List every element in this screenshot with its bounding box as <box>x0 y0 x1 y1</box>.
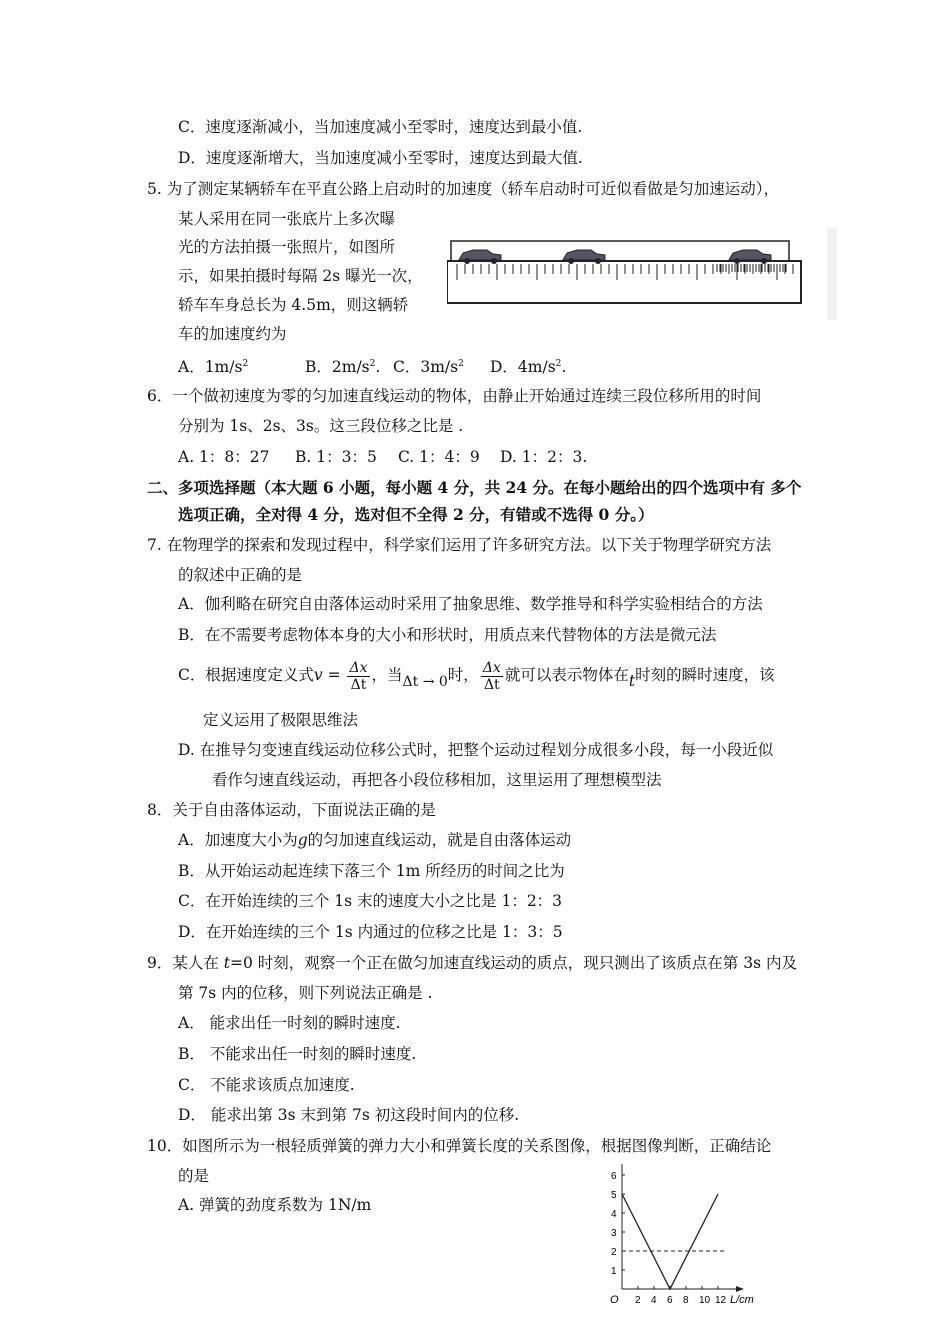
q6-option-c: C. 1：4：9 <box>398 448 480 466</box>
section-2-heading: 二、多项选择题（本大题 6 小题，每小题 4 分，共 24 分。在每小题给出的四个选项中有 多个 <box>147 478 802 497</box>
y-tick-label: 2 <box>611 1247 617 1258</box>
q6-option-d: D. 1：2：3. <box>500 448 588 466</box>
y-tick-label: 5 <box>611 1190 617 1201</box>
q10-stem-line1: 10．如图所示为一根轻质弹簧的弹力大小和弹簧长度的关系图像，根据图像判断，正确结论 <box>147 1137 772 1155</box>
x-axis-label: L/cm <box>730 1294 754 1306</box>
q5-option-a: A．$1m/s^2$ <box>178 358 249 377</box>
q9-option-c: C． 不能求该质点加速度. <box>178 1076 355 1094</box>
q8-option-c: C．在开始连续的三个 1s 末的速度大小之比是 1：2：3 <box>178 892 563 910</box>
q6-option-b: B. 1：3：5 <box>295 448 377 466</box>
q9-option-b: B． 不能求出任一时刻的瞬时速度. <box>178 1045 417 1063</box>
q7-option-d-line2: 看作匀速直线运动，再把各小段位移相加，这里运用了理想模型法 <box>212 771 662 789</box>
q7-stem-line2: 的叙述中正确的是 <box>178 566 303 584</box>
q7-option-a: A．伽利略在研究自由落体运动时采用了抽象思维、数学推导和科学实验相结合的方法 <box>178 595 763 613</box>
q6-stem-line2: 分别为 1s、2s、3s。这三段位移之比是 . <box>178 417 464 435</box>
q6-option-a: A. 1：8：27 <box>178 448 270 466</box>
q9-stem-line1: 9．某人在 t=0 时刻，观察一个正在做匀加速直线运动的质点，现只测出了该质点在第 3s 内及 <box>147 954 797 972</box>
q10-option-a: A. 弹簧的劲度系数为 1N/m <box>178 1196 372 1214</box>
q7-stem-line1: 7. 在物理学的探索和发现过程中，科学家们运用了许多研究方法。以下关于物理学研究方法 <box>147 536 772 554</box>
y-tick-label: 3 <box>611 1228 617 1239</box>
x-tick-label: 12 <box>715 1295 727 1306</box>
q9-option-a: A． 能求出任一时刻的瞬时速度. <box>178 1014 401 1032</box>
q9-stem-line2: 第 7s 内的位移，则下列说法正确是 . <box>178 984 433 1002</box>
q7-option-b: B．在不需要考虑物体本身的大小和形状时，用质点来代替物体的方法是微元法 <box>178 626 717 644</box>
q5-stem-line3: 光的方法拍摄一张照片，如图所 <box>178 238 396 256</box>
x-tick-label: 10 <box>699 1295 711 1306</box>
q4-option-d: D．速度逐渐增大，当加速度减小至零时，速度达到最大值. <box>178 149 583 167</box>
q5-option-d: D．$4m/s^2$. <box>490 358 567 377</box>
q5-stem-line1: 5. 为了测定某辆轿车在平直公路上启动时的加速度（轿车启动时可近似看做是匀加速运动）， <box>147 180 779 198</box>
section-2-instructions: 选项正确，全对得 4 分，选对但不全得 2 分，有错或不选得 0 分。） <box>178 505 654 524</box>
q4-option-c: C．速度逐渐减小，当加速度减小至零时，速度达到最小值. <box>178 118 583 136</box>
q8-option-b: B．从开始运动起连续下落三个 1m 所经历的时间之比为 <box>178 862 565 880</box>
x-tick-label: 8 <box>683 1295 689 1306</box>
q5-stem-line5: 轿车车身总长为 4.5m，则这辆轿 <box>178 296 409 314</box>
q5-stem-line6: 车的加速度约为 <box>178 325 287 343</box>
spring-force-length-chart <box>582 1164 782 1344</box>
q9-option-d: D． 能求出第 3s 末到第 7s 初这段时间内的位移. <box>178 1106 520 1124</box>
y-tick-label: 6 <box>611 1171 617 1182</box>
q5-option-c: C．$3m/s^2$ <box>393 358 464 377</box>
y-tick-label: 4 <box>611 1209 617 1220</box>
q7-option-c: C．根据速度定义式v = $\frac{\Delta x}{\Delta t}$ ，当Δt → 0时， $\frac{\Delta x}{\Delta t}$ 就可以表示物体在t时刻的瞬时速度，该 <box>178 659 775 693</box>
velocity-fraction-2: $\frac{\Delta x}{\Delta t}$ <box>482 659 501 693</box>
q8-option-a: A．加速度大小为g的匀加速直线运动，就是自由落体运动 <box>178 831 572 849</box>
q6-stem-line1: 6．一个做初速度为零的匀加速直线运动的物体，由静止开始通过连续三段位移所用的时间 <box>147 387 762 405</box>
q8-stem: 8．关于自由落体运动，下面说法正确的是 <box>147 801 436 819</box>
q8-option-d: D．在开始连续的三个 1s 内通过的位移之比是 1：3：5 <box>178 923 563 941</box>
velocity-fraction-1: $\frac{\Delta x}{\Delta t}$ <box>349 659 368 693</box>
x-tick-label: 2 <box>635 1295 641 1306</box>
q7-option-d-line1: D. 在推导匀变速直线运动位移公式时，把整个运动过程划分成很多小段，每一小段近似 <box>178 741 774 759</box>
spring-force-line <box>622 1194 718 1289</box>
x-tick-label: 6 <box>667 1295 673 1306</box>
q5-option-b: B．$2m/s^2$. <box>305 358 381 377</box>
y-tick-label: 1 <box>611 1266 617 1277</box>
q5-stem-line4: 示，如果拍摄时每隔 2s 曝光一次， <box>178 267 423 285</box>
car-exposure-figure <box>447 228 837 320</box>
x-tick-label: 4 <box>651 1295 657 1306</box>
q5-stem-line2: 某人采用在同一张底片上多次曝 <box>178 210 396 228</box>
q7-option-c-line2: 定义运用了极限思维法 <box>203 711 359 729</box>
origin-label: O <box>610 1294 619 1306</box>
q10-stem-line2: 的是 <box>178 1167 210 1185</box>
x-axis-arrow <box>736 1286 744 1292</box>
